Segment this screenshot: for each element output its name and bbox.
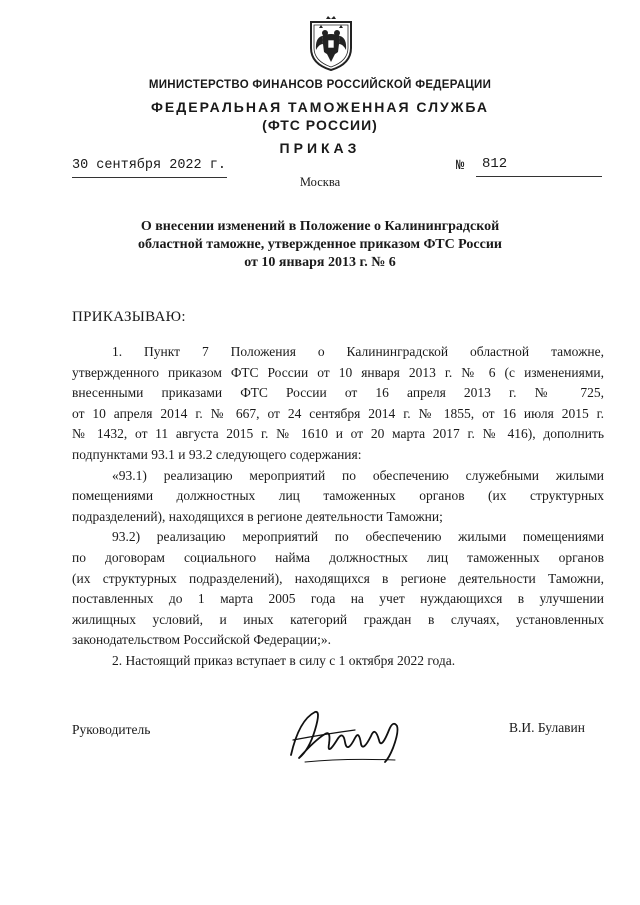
service-short-name: (ФТС РОССИИ) — [262, 117, 378, 133]
handwritten-signature-icon — [285, 700, 415, 770]
body-line: 1. Пункт 7 Положения о Калининградской областной таможне, — [112, 344, 604, 359]
order-title — [90, 218, 550, 272]
signer-name: В.И. Булавин — [509, 720, 586, 735]
body-line: (их структурных подразделений), находящихся в регионе деятельности Таможни, — [72, 570, 604, 586]
order-body — [72, 342, 604, 672]
body-line: 93.2) реализацию мероприятий по обеспечению жилыми помещениями — [112, 529, 604, 545]
signer-position: Руководитель — [72, 722, 151, 737]
body-line: поставленных до 1 марта 2005 года на учет нуждающихся в улучшении — [72, 591, 604, 607]
body-line: от 10 апреля 2014 г. № 667, от 24 сентября 2014 г. № 1855, от 16 июля 2015 г. — [72, 405, 604, 421]
body-line: подпунктами 93.1 и 93.2 следующего содержания: — [72, 446, 362, 462]
service-name: ФЕДЕРАЛЬНАЯ ТАМОЖЕННАЯ СЛУЖБА — [150, 99, 490, 115]
body-line: утвержденного приказом ФТС России от 10 января 2013 г. № 6 (с изменениями, — [72, 364, 604, 380]
body-line: № 1432, от 11 августа 2015 г. № 1610 и от 20 марта 2017 г. № 416), дополнить — [72, 426, 604, 442]
body-line: 2. Настоящий приказ вступает в силу с 1 октября 2022 года. — [112, 652, 456, 668]
title-line: О внесении изменений в Положение о Калининградской — [140, 219, 500, 234]
number-sign: № — [456, 158, 465, 174]
ministry-name: МИНИСТЕРСТВО ФИНАНСОВ РОССИЙСКОЙ ФЕДЕРАЦИИ — [148, 79, 492, 91]
document-type: ПРИКАЗ — [279, 140, 361, 156]
body-line: подразделений), находящихся в регионе деятельности Таможни; — [72, 508, 443, 524]
order-number: 812 — [482, 156, 508, 172]
title-line: от 10 января 2013 г. № 6 — [244, 255, 396, 270]
body-line: «93.1) реализацию мероприятий по обеспечению служебными жилыми — [112, 467, 604, 483]
coat-of-arms-icon — [305, 14, 357, 72]
order-date: 30 сентября 2022 г. — [72, 158, 226, 173]
body-line: по договорам социального найма должностных лиц таможенных органов — [72, 549, 604, 565]
body-line: помещениями должностных лиц таможенных органов (их структурных — [72, 488, 604, 504]
body-line: законодательством Российской Федерации;». — [72, 632, 331, 648]
body-line: внесенными приказами ФТС России от 16 апреля 2013 г. № 725, — [72, 385, 604, 401]
title-line: областной таможне, утвержденное приказом ФТС России — [138, 237, 502, 252]
body-line: жилищных условий, и иных категорий граждан в случаях, установленных — [72, 611, 604, 627]
order-word: ПРИКАЗЫВАЮ: — [72, 309, 186, 325]
city: Москва — [299, 175, 341, 189]
